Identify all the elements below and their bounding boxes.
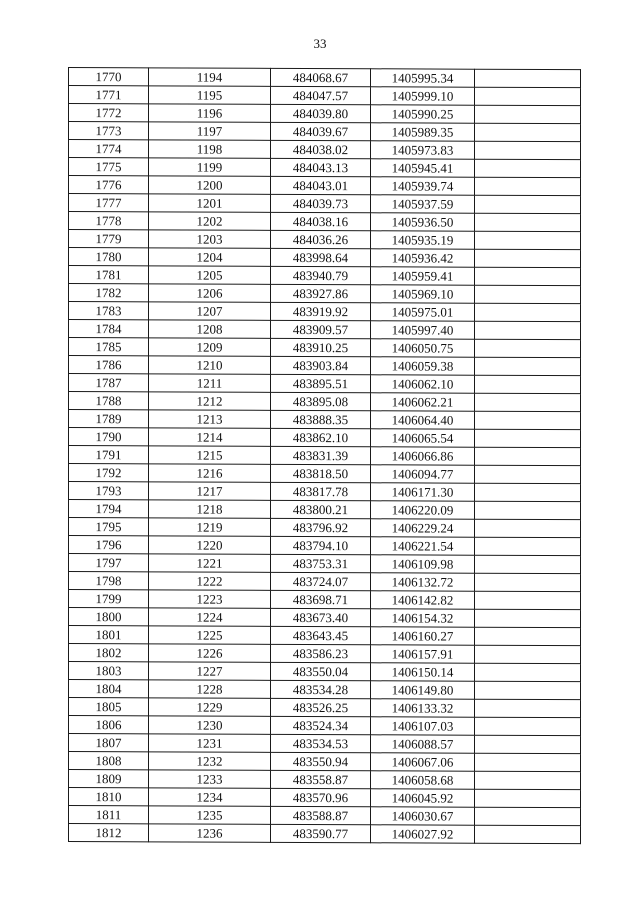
notes-cell [475,249,581,267]
y-coordinate-cell: 1405939.74 [371,177,475,195]
table-row [69,374,581,394]
point-number-cell: 1228 [149,680,271,699]
notes-cell [475,303,581,321]
table-row [69,536,581,556]
notes-cell [475,411,581,429]
row-number-cell: 1797 [69,554,149,572]
x-coordinate-cell: 483534.28 [271,680,371,698]
notes-cell [475,375,581,393]
notes-cell [475,573,581,591]
table-row [69,410,581,430]
row-number-cell: 1810 [69,788,149,806]
row-number-cell: 1807 [69,734,149,752]
x-coordinate-cell: 483910.25 [271,338,371,356]
x-coordinate-cell: 483753.31 [271,554,371,572]
y-coordinate-cell: 1405990.25 [371,105,475,123]
x-coordinate-cell: 483534.53 [271,734,371,752]
y-coordinate-cell: 1406050.75 [371,339,475,357]
notes-cell [475,231,581,249]
notes-cell [475,699,581,717]
point-number-cell: 1236 [149,824,271,843]
x-coordinate-cell: 483586.23 [271,644,371,662]
notes-cell [475,681,581,699]
notes-cell [475,807,581,825]
x-coordinate-cell: 483698.71 [271,590,371,608]
notes-cell [475,483,581,501]
y-coordinate-cell: 1406221.54 [371,537,475,555]
table-row [69,554,581,574]
y-coordinate-cell: 1406154.32 [371,609,475,627]
notes-cell [475,645,581,663]
table-row [69,302,581,322]
row-number-cell: 1802 [69,644,149,662]
point-number-cell: 1216 [149,464,271,483]
table-row [69,770,581,790]
y-coordinate-cell: 1405935.19 [371,231,475,249]
y-coordinate-cell: 1406107.03 [371,717,475,735]
point-number-cell: 1194 [149,68,271,87]
y-coordinate-cell: 1406220.09 [371,501,475,519]
point-number-cell: 1206 [149,284,271,303]
table-row [69,158,581,178]
y-coordinate-cell: 1405973.83 [371,141,475,159]
point-number-cell: 1232 [149,752,271,771]
table-row [69,248,581,268]
point-number-cell: 1218 [149,500,271,519]
point-number-cell: 1207 [149,302,271,321]
notes-cell [475,87,581,105]
y-coordinate-cell: 1406027.92 [371,825,475,843]
notes-cell [475,69,581,87]
y-coordinate-cell: 1406171.30 [371,483,475,501]
point-number-cell: 1212 [149,392,271,411]
x-coordinate-cell: 483800.21 [271,500,371,518]
notes-cell [475,357,581,375]
y-coordinate-cell: 1406064.40 [371,411,475,429]
notes-cell [475,825,581,843]
table-row [69,104,581,124]
y-coordinate-cell: 1405936.50 [371,213,475,231]
x-coordinate-cell: 483643.45 [271,626,371,644]
y-coordinate-cell: 1406149.80 [371,681,475,699]
table-row [69,68,581,88]
y-coordinate-cell: 1405997.40 [371,321,475,339]
x-coordinate-cell: 483817.78 [271,482,371,500]
table-row [69,518,581,538]
notes-cell [475,591,581,609]
row-number-cell: 1809 [69,770,149,788]
table-row [69,788,581,808]
x-coordinate-cell: 483570.96 [271,788,371,806]
row-number-cell: 1778 [69,212,149,230]
row-number-cell: 1787 [69,374,149,392]
row-number-cell: 1774 [69,140,149,158]
x-coordinate-cell: 484043.13 [271,158,371,176]
row-number-cell: 1775 [69,158,149,176]
y-coordinate-cell: 1406229.24 [371,519,475,537]
point-number-cell: 1229 [149,698,271,717]
x-coordinate-cell: 483888.35 [271,410,371,428]
row-number-cell: 1804 [69,680,149,698]
x-coordinate-cell: 483526.25 [271,698,371,716]
table-row [69,608,581,628]
notes-cell [475,213,581,231]
row-number-cell: 1801 [69,626,149,644]
y-coordinate-cell: 1406062.10 [371,375,475,393]
table-row [69,194,581,214]
row-number-cell: 1806 [69,716,149,734]
table-row [69,140,581,160]
y-coordinate-cell: 1406088.57 [371,735,475,753]
point-number-cell: 1215 [149,446,271,465]
table-row [69,734,581,754]
point-number-cell: 1196 [149,104,271,123]
point-number-cell: 1235 [149,806,271,825]
x-coordinate-cell: 484047.57 [271,86,371,104]
x-coordinate-cell: 483590.77 [271,824,371,842]
notes-cell [475,537,581,555]
row-number-cell: 1812 [69,824,149,842]
table-row [69,644,581,664]
row-number-cell: 1780 [69,248,149,266]
notes-cell [475,663,581,681]
notes-cell [475,735,581,753]
point-number-cell: 1221 [149,554,271,573]
row-number-cell: 1796 [69,536,149,554]
table-row [69,86,581,106]
point-number-cell: 1204 [149,248,271,267]
x-coordinate-cell: 483895.08 [271,392,371,410]
x-coordinate-cell: 484039.73 [271,194,371,212]
table-row [69,176,581,196]
x-coordinate-cell: 484038.02 [271,140,371,158]
point-number-cell: 1222 [149,572,271,591]
table-row [69,626,581,646]
row-number-cell: 1784 [69,320,149,338]
point-number-cell: 1231 [149,734,271,753]
point-number-cell: 1203 [149,230,271,249]
x-coordinate-cell: 484068.67 [271,68,371,86]
x-coordinate-cell: 484039.80 [271,104,371,122]
point-number-cell: 1234 [149,788,271,807]
y-coordinate-cell: 1405999.10 [371,87,475,105]
table-row [69,338,581,358]
point-number-cell: 1223 [149,590,271,609]
row-number-cell: 1783 [69,302,149,320]
row-number-cell: 1800 [69,608,149,626]
notes-cell [475,339,581,357]
row-number-cell: 1781 [69,266,149,284]
row-number-cell: 1789 [69,410,149,428]
y-coordinate-cell: 1405995.34 [371,69,475,87]
table-row [69,122,581,142]
table-row [69,212,581,232]
table-row [69,464,581,484]
point-number-cell: 1225 [149,626,271,645]
y-coordinate-cell: 1406150.14 [371,663,475,681]
notes-cell [475,285,581,303]
y-coordinate-cell: 1405975.01 [371,303,475,321]
point-number-cell: 1217 [149,482,271,501]
x-coordinate-cell: 483895.51 [271,374,371,392]
table-row [69,356,581,376]
notes-cell [475,177,581,195]
y-coordinate-cell: 1405945.41 [371,159,475,177]
row-number-cell: 1793 [69,482,149,500]
x-coordinate-cell: 484038.16 [271,212,371,230]
point-number-cell: 1220 [149,536,271,555]
x-coordinate-cell: 484039.67 [271,122,371,140]
table-row [69,230,581,250]
table-row [69,284,581,304]
y-coordinate-cell: 1406067.06 [371,753,475,771]
notes-cell [475,609,581,627]
row-number-cell: 1798 [69,572,149,590]
row-number-cell: 1771 [69,86,149,104]
notes-cell [475,267,581,285]
notes-cell [475,123,581,141]
table-row [69,482,581,502]
y-coordinate-cell: 1406030.67 [371,807,475,825]
row-number-cell: 1808 [69,752,149,770]
x-coordinate-cell: 483550.94 [271,752,371,770]
table-row [69,752,581,772]
row-number-cell: 1799 [69,590,149,608]
notes-cell [475,447,581,465]
y-coordinate-cell: 1406065.54 [371,429,475,447]
x-coordinate-cell: 483940.79 [271,266,371,284]
x-coordinate-cell: 483794.10 [271,536,371,554]
notes-cell [475,429,581,447]
row-number-cell: 1794 [69,500,149,518]
y-coordinate-cell: 1406132.72 [371,573,475,591]
table-row [69,698,581,718]
y-coordinate-cell: 1405959.41 [371,267,475,285]
notes-cell [475,465,581,483]
notes-cell [475,501,581,519]
coordinates-table [68,67,581,844]
table-row [69,806,581,826]
point-number-cell: 1233 [149,770,271,789]
point-number-cell: 1210 [149,356,271,375]
row-number-cell: 1786 [69,356,149,374]
table-row [69,680,581,700]
row-number-cell: 1795 [69,518,149,536]
row-number-cell: 1779 [69,230,149,248]
point-number-cell: 1197 [149,122,271,141]
x-coordinate-cell: 484036.26 [271,230,371,248]
x-coordinate-cell: 483909.57 [271,320,371,338]
row-number-cell: 1773 [69,122,149,140]
notes-cell [475,393,581,411]
point-number-cell: 1195 [149,86,271,105]
table-row [69,392,581,412]
table-row [69,662,581,682]
y-coordinate-cell: 1406058.68 [371,771,475,789]
row-number-cell: 1790 [69,428,149,446]
notes-cell [475,519,581,537]
point-number-cell: 1198 [149,140,271,159]
point-number-cell: 1211 [149,374,271,393]
point-number-cell: 1200 [149,176,271,195]
x-coordinate-cell: 483588.87 [271,806,371,824]
notes-cell [475,321,581,339]
row-number-cell: 1782 [69,284,149,302]
y-coordinate-cell: 1406109.98 [371,555,475,573]
point-number-cell: 1219 [149,518,271,537]
x-coordinate-cell: 483818.50 [271,464,371,482]
page-number: 33 [313,36,327,51]
y-coordinate-cell: 1406062.21 [371,393,475,411]
row-number-cell: 1785 [69,338,149,356]
y-coordinate-cell: 1405989.35 [371,123,475,141]
y-coordinate-cell: 1405937.59 [371,195,475,213]
notes-cell [475,717,581,735]
table-row [69,590,581,610]
x-coordinate-cell: 483919.92 [271,302,371,320]
point-number-cell: 1230 [149,716,271,735]
point-number-cell: 1201 [149,194,271,213]
y-coordinate-cell: 1406059.38 [371,357,475,375]
y-coordinate-cell: 1406133.32 [371,699,475,717]
x-coordinate-cell: 483903.84 [271,356,371,374]
row-number-cell: 1811 [69,806,149,824]
point-number-cell: 1209 [149,338,271,357]
table-row [69,320,581,340]
x-coordinate-cell: 483550.04 [271,662,371,680]
x-coordinate-cell: 483524.34 [271,716,371,734]
x-coordinate-cell: 483998.64 [271,248,371,266]
point-number-cell: 1226 [149,644,271,663]
x-coordinate-cell: 483927.86 [271,284,371,302]
row-number-cell: 1803 [69,662,149,680]
table-row [69,428,581,448]
table-body [69,68,581,844]
point-number-cell: 1224 [149,608,271,627]
point-number-cell: 1199 [149,158,271,177]
table-row [69,824,581,844]
row-number-cell: 1791 [69,446,149,464]
table-row [69,446,581,466]
y-coordinate-cell: 1406094.77 [371,465,475,483]
x-coordinate-cell: 483862.10 [271,428,371,446]
notes-cell [475,771,581,789]
x-coordinate-cell: 484043.01 [271,176,371,194]
x-coordinate-cell: 483796.92 [271,518,371,536]
table-row [69,266,581,286]
y-coordinate-cell: 1405969.10 [371,285,475,303]
notes-cell [475,105,581,123]
row-number-cell: 1788 [69,392,149,410]
notes-cell [475,753,581,771]
y-coordinate-cell: 1405936.42 [371,249,475,267]
notes-cell [475,789,581,807]
y-coordinate-cell: 1406142.82 [371,591,475,609]
row-number-cell: 1792 [69,464,149,482]
table-row [69,716,581,736]
y-coordinate-cell: 1406045.92 [371,789,475,807]
x-coordinate-cell: 483831.39 [271,446,371,464]
row-number-cell: 1772 [69,104,149,122]
table-row [69,500,581,520]
y-coordinate-cell: 1406157.91 [371,645,475,663]
notes-cell [475,555,581,573]
notes-cell [475,159,581,177]
y-coordinate-cell: 1406160.27 [371,627,475,645]
row-number-cell: 1776 [69,176,149,194]
point-number-cell: 1214 [149,428,271,447]
table-row [69,572,581,592]
notes-cell [475,627,581,645]
y-coordinate-cell: 1406066.86 [371,447,475,465]
point-number-cell: 1208 [149,320,271,339]
point-number-cell: 1202 [149,212,271,231]
point-number-cell: 1213 [149,410,271,429]
x-coordinate-cell: 483558.87 [271,770,371,788]
notes-cell [475,141,581,159]
row-number-cell: 1805 [69,698,149,716]
row-number-cell: 1777 [69,194,149,212]
row-number-cell: 1770 [69,68,149,86]
point-number-cell: 1205 [149,266,271,285]
notes-cell [475,195,581,213]
x-coordinate-cell: 483673.40 [271,608,371,626]
point-number-cell: 1227 [149,662,271,681]
x-coordinate-cell: 483724.07 [271,572,371,590]
